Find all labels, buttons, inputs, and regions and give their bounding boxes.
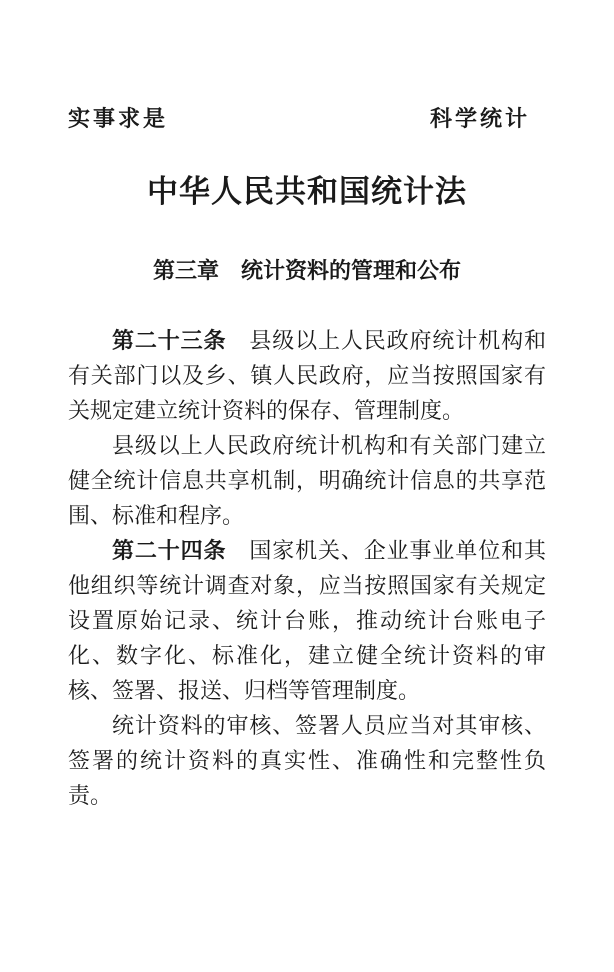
article-23-number: 第二十三条 [112,328,227,353]
paragraph-article-24-clause-2 [68,708,546,813]
article-24-number: 第二十四条 [112,538,227,563]
document-title: 中华人民共和国统计法 [147,174,467,209]
document-body [68,323,546,813]
paragraph-article-23-clause-2 [68,428,546,533]
paragraph-article-23 [68,323,546,428]
paragraph-article-24 [68,533,546,708]
paragraph-text: 县级以上人民政府统计机构和有关部门建立健全统计信息共享机制，明确统计信息的共享范围、标准和程序。 [68,433,546,528]
paragraph-text: 县级以上人民政府统计机构和有关部门以及乡、镇人民政府，应当按照国家有关规定建立统计资料的保存、管理制度。 [68,328,546,423]
header-motto-right: 科学统计 [429,106,530,131]
page-header [68,104,530,134]
chapter-heading: 第三章 统计资料的管理和公布 [152,258,461,283]
header-motto-left: 实事求是 [68,106,169,131]
paragraph-text: 统计资料的审核、签署人员应当对其审核、签署的统计资料的真实性、准确性和完整性负责。 [68,713,546,808]
paragraph-text: 国家机关、企业事业单位和其他组织等统计调查对象，应当按照国家有关规定设置原始记录、统计台账，推动统计台账电子化、数字化、标准化，建立健全统计资料的审核、签署、报送、归档等管理制度。 [68,538,546,703]
